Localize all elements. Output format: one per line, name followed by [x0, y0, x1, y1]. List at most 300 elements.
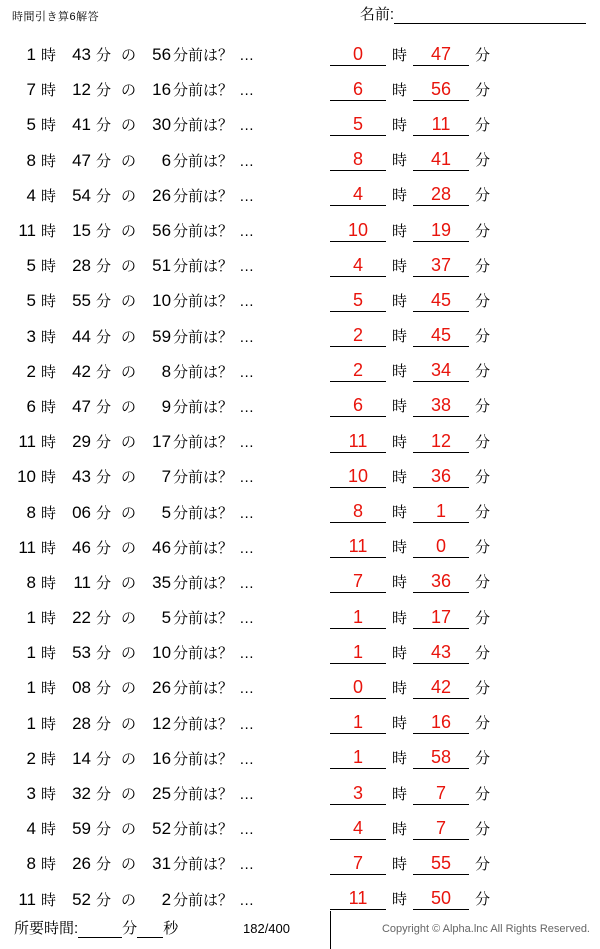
- problem-row: [0, 178, 600, 213]
- problem-row: [0, 389, 600, 424]
- answer-area: [330, 79, 496, 101]
- problem-row: [0, 776, 600, 811]
- answer-hour-field[interactable]: 1: [330, 642, 386, 664]
- answer-hour-field[interactable]: 0: [330, 677, 386, 699]
- problem-subtract-minutes: 30: [152, 115, 172, 135]
- before-label: 分前は？: [173, 363, 234, 381]
- minute-unit-label: 分: [96, 293, 112, 311]
- problem-row: [0, 741, 600, 776]
- minute-unit-label: 分: [96, 434, 112, 452]
- answer-minute-unit: 分: [475, 257, 491, 275]
- problem-statement: [0, 255, 330, 276]
- answer-hour-unit: 時: [392, 539, 408, 557]
- answer-hour-field[interactable]: 1: [330, 747, 386, 769]
- leader-dots: …: [239, 504, 256, 522]
- problem-hour: 5: [26, 115, 36, 135]
- problem-minute: 15: [72, 221, 92, 241]
- answer-hour-field[interactable]: 7: [330, 853, 386, 875]
- before-label: 分前は？: [173, 645, 234, 663]
- problem-minute: 52: [72, 889, 92, 909]
- problem-minute: 46: [72, 537, 92, 557]
- problem-row: [0, 354, 600, 389]
- answer-minute-field[interactable]: 38: [413, 395, 469, 417]
- answer-hour-unit: 時: [392, 328, 408, 346]
- answer-area: [330, 536, 496, 558]
- answer-minute-field[interactable]: 28: [413, 184, 469, 206]
- problem-minute: 54: [72, 185, 92, 205]
- problem-minute: 29: [72, 432, 92, 452]
- problem-subtract-minutes: 8: [161, 361, 172, 381]
- problem-hour: 7: [26, 80, 36, 100]
- before-label: 分前は？: [173, 117, 234, 135]
- answer-hour-field[interactable]: 8: [330, 149, 386, 171]
- problem-statement: [0, 220, 330, 241]
- answer-hour-field[interactable]: 10: [330, 466, 386, 488]
- time-required: [14, 917, 178, 938]
- problem-subtract-minutes: 7: [161, 467, 172, 487]
- answer-minute-unit: 分: [475, 328, 491, 346]
- hour-unit-label: 時: [41, 47, 57, 65]
- before-label: 分前は？: [173, 328, 234, 346]
- no-particle-label: の: [121, 750, 137, 768]
- problem-list: [0, 37, 600, 917]
- problem-minute: 12: [72, 80, 92, 100]
- answer-minute-unit: 分: [475, 363, 491, 381]
- hour-unit-label: 時: [41, 504, 57, 522]
- leader-dots: …: [239, 152, 256, 170]
- problem-row: [0, 811, 600, 846]
- hour-unit-label: 時: [41, 645, 57, 663]
- problem-row: [0, 670, 600, 705]
- leader-dots: …: [239, 645, 256, 663]
- answer-area: [330, 290, 496, 312]
- problem-minute: 28: [72, 713, 92, 733]
- answer-minute-field[interactable]: 55: [413, 853, 469, 875]
- answer-minute-field[interactable]: 36: [413, 571, 469, 593]
- before-label: 分前は？: [173, 821, 234, 839]
- answer-minute-field[interactable]: 17: [413, 607, 469, 629]
- leader-dots: …: [239, 539, 256, 557]
- answer-minute-field[interactable]: 45: [413, 290, 469, 312]
- answer-hour-field[interactable]: 4: [330, 184, 386, 206]
- hour-unit-label: 時: [41, 223, 57, 241]
- answer-area: [330, 642, 496, 664]
- leader-dots: …: [239, 117, 256, 135]
- answer-hour-unit: 時: [392, 46, 408, 64]
- answer-minute-field[interactable]: 7: [413, 818, 469, 840]
- answer-minute-field[interactable]: 16: [413, 712, 469, 734]
- answer-area: [330, 677, 496, 699]
- answer-minute-field[interactable]: 34: [413, 360, 469, 382]
- answer-hour-field[interactable]: 8: [330, 501, 386, 523]
- answer-hour-field[interactable]: 2: [330, 325, 386, 347]
- minute-unit-label: 分: [96, 504, 112, 522]
- answer-area: [330, 571, 496, 593]
- problem-statement: [0, 713, 330, 734]
- minute-unit-label: 分: [96, 469, 112, 487]
- problem-hour: 4: [26, 185, 36, 205]
- before-label: 分前は？: [173, 891, 234, 909]
- problem-subtract-minutes: 10: [152, 291, 172, 311]
- before-label: 分前は？: [173, 434, 234, 452]
- problem-subtract-minutes: 59: [152, 326, 172, 346]
- answer-hour-field[interactable]: 6: [330, 79, 386, 101]
- answer-minute-field[interactable]: 43: [413, 642, 469, 664]
- answer-area: [330, 114, 496, 136]
- hour-unit-label: 時: [41, 152, 57, 170]
- page-title: 時間引き算6解答: [12, 11, 100, 23]
- minute-unit-label: 分: [96, 82, 112, 100]
- name-input-blank[interactable]: [394, 6, 586, 24]
- no-particle-label: の: [121, 715, 137, 733]
- answer-hour-field[interactable]: 11: [330, 536, 386, 558]
- before-label: 分前は？: [173, 258, 234, 276]
- no-particle-label: の: [121, 82, 137, 100]
- answer-area: [330, 149, 496, 171]
- before-label: 分前は？: [173, 610, 234, 628]
- problem-row: [0, 143, 600, 178]
- problem-row: [0, 107, 600, 142]
- problem-row: [0, 37, 600, 72]
- page-header: [0, 0, 600, 32]
- problem-hour: 10: [17, 467, 36, 487]
- answer-minute-field[interactable]: 56: [413, 79, 469, 101]
- answer-minute-unit: 分: [475, 116, 491, 134]
- answer-hour-unit: 時: [392, 504, 408, 522]
- problem-statement: [0, 396, 330, 417]
- problem-row: [0, 530, 600, 565]
- answer-hour-field[interactable]: 6: [330, 395, 386, 417]
- answer-hour-unit: 時: [392, 574, 408, 592]
- time-seconds-blank[interactable]: [137, 921, 163, 938]
- answer-hour-unit: 時: [392, 81, 408, 99]
- answer-hour-unit: 時: [392, 855, 408, 873]
- leader-dots: …: [239, 223, 256, 241]
- answer-minute-field[interactable]: 36: [413, 466, 469, 488]
- hour-unit-label: 時: [41, 821, 57, 839]
- hour-unit-label: 時: [41, 610, 57, 628]
- time-minutes-blank[interactable]: [78, 921, 122, 938]
- problem-minute: 41: [72, 115, 92, 135]
- problem-minute: 11: [73, 572, 92, 592]
- answer-minute-unit: 分: [475, 855, 491, 873]
- problem-minute: 06: [72, 502, 92, 522]
- hour-unit-label: 時: [41, 328, 57, 346]
- problem-row: [0, 319, 600, 354]
- leader-dots: …: [239, 363, 256, 381]
- problem-row: [0, 706, 600, 741]
- problem-subtract-minutes: 52: [152, 819, 172, 839]
- problem-subtract-minutes: 46: [152, 537, 172, 557]
- problem-statement: [0, 607, 330, 628]
- answer-hour-unit: 時: [392, 152, 408, 170]
- problem-minute: 08: [72, 678, 92, 698]
- hour-unit-label: 時: [41, 574, 57, 592]
- leader-dots: …: [239, 856, 256, 874]
- hour-unit-label: 時: [41, 786, 57, 804]
- answer-hour-field[interactable]: 0: [330, 44, 386, 66]
- answer-hour-unit: 時: [392, 292, 408, 310]
- answer-hour-field[interactable]: 11: [330, 888, 386, 910]
- problem-hour: 4: [26, 819, 36, 839]
- minute-unit-label: 分: [96, 610, 112, 628]
- no-particle-label: の: [121, 610, 137, 628]
- problem-hour: 1: [26, 713, 36, 733]
- time-required-label: 所要時間:: [14, 920, 79, 937]
- no-particle-label: の: [121, 117, 137, 135]
- before-label: 分前は？: [173, 187, 234, 205]
- answer-minute-field[interactable]: 1: [413, 501, 469, 523]
- answer-minute-field[interactable]: 47: [413, 44, 469, 66]
- problem-hour: 1: [26, 608, 36, 628]
- answer-hour-field[interactable]: 3: [330, 783, 386, 805]
- hour-unit-label: 時: [41, 856, 57, 874]
- before-label: 分前は？: [173, 223, 234, 241]
- leader-dots: …: [239, 328, 256, 346]
- problem-minute: 14: [72, 748, 92, 768]
- no-particle-label: の: [121, 47, 137, 65]
- problem-statement: [0, 44, 330, 65]
- problem-row: [0, 600, 600, 635]
- problem-hour: 8: [26, 572, 36, 592]
- no-particle-label: の: [121, 398, 137, 416]
- leader-dots: …: [239, 750, 256, 768]
- answer-area: [330, 712, 496, 734]
- problem-hour: 3: [26, 784, 36, 804]
- answer-minute-field[interactable]: 37: [413, 255, 469, 277]
- problem-hour: 5: [26, 256, 36, 276]
- answer-minute-unit: 分: [475, 222, 491, 240]
- problem-hour: 1: [26, 678, 36, 698]
- problem-statement: [0, 537, 330, 558]
- problem-subtract-minutes: 26: [152, 678, 172, 698]
- answer-hour-unit: 時: [392, 187, 408, 205]
- problem-subtract-minutes: 51: [152, 256, 172, 276]
- problem-hour: 2: [26, 748, 36, 768]
- answer-hour-field[interactable]: 5: [330, 114, 386, 136]
- hour-unit-label: 時: [41, 187, 57, 205]
- answer-area: [330, 360, 496, 382]
- minute-unit-label: 分: [96, 539, 112, 557]
- answer-minute-field[interactable]: 41: [413, 149, 469, 171]
- before-label: 分前は？: [173, 152, 234, 170]
- leader-dots: …: [239, 258, 256, 276]
- before-label: 分前は？: [173, 856, 234, 874]
- leader-dots: …: [239, 187, 256, 205]
- answer-minute-unit: 分: [475, 820, 491, 838]
- answer-minute-unit: 分: [475, 539, 491, 557]
- minute-unit-label: 分: [96, 786, 112, 804]
- answer-hour-unit: 時: [392, 609, 408, 627]
- hour-unit-label: 時: [41, 469, 57, 487]
- answer-area: [330, 853, 496, 875]
- answer-minute-unit: 分: [475, 504, 491, 522]
- leader-dots: …: [239, 434, 256, 452]
- hour-unit-label: 時: [41, 715, 57, 733]
- answer-minute-unit: 分: [475, 152, 491, 170]
- name-label: 名前:: [359, 6, 394, 23]
- problem-minute: 22: [72, 608, 92, 628]
- problem-hour: 11: [18, 432, 36, 452]
- problem-hour: 2: [26, 361, 36, 381]
- problem-row: [0, 494, 600, 529]
- minute-unit-label: 分: [96, 750, 112, 768]
- answer-minute-unit: 分: [475, 891, 491, 909]
- answer-hour-field[interactable]: 1: [330, 607, 386, 629]
- page-footer: [0, 909, 600, 949]
- answer-hour-unit: 時: [392, 222, 408, 240]
- problem-statement: [0, 642, 330, 663]
- problem-hour: 3: [26, 326, 36, 346]
- problem-minute: 43: [72, 467, 92, 487]
- problem-statement: [0, 502, 330, 523]
- no-particle-label: の: [121, 786, 137, 804]
- problem-row: [0, 459, 600, 494]
- problem-subtract-minutes: 2: [161, 889, 172, 909]
- minute-unit-label: 分: [96, 47, 112, 65]
- before-label: 分前は？: [173, 715, 234, 733]
- before-label: 分前は？: [173, 574, 234, 592]
- leader-dots: …: [239, 398, 256, 416]
- answer-hour-unit: 時: [392, 750, 408, 768]
- minute-unit-label: 分: [96, 856, 112, 874]
- answer-hour-field[interactable]: 5: [330, 290, 386, 312]
- minute-unit-label: 分: [96, 715, 112, 733]
- problem-statement: [0, 114, 330, 135]
- leader-dots: …: [239, 891, 256, 909]
- problem-statement: [0, 361, 330, 382]
- answer-minute-field[interactable]: 11: [413, 114, 469, 136]
- answer-minute-field[interactable]: 58: [413, 747, 469, 769]
- problem-hour: 11: [18, 537, 36, 557]
- problem-subtract-minutes: 26: [152, 185, 172, 205]
- problem-minute: 55: [72, 291, 92, 311]
- answer-minute-field[interactable]: 50: [413, 888, 469, 910]
- problem-hour: 8: [26, 854, 36, 874]
- problem-statement: [0, 326, 330, 347]
- answer-area: [330, 431, 496, 453]
- answer-minute-field[interactable]: 12: [413, 431, 469, 453]
- problem-row: [0, 283, 600, 318]
- minute-unit-label: 分: [96, 891, 112, 909]
- problem-statement: [0, 150, 330, 171]
- problem-subtract-minutes: 31: [152, 854, 172, 874]
- leader-dots: …: [239, 469, 256, 487]
- answer-hour-unit: 時: [392, 116, 408, 134]
- answer-hour-unit: 時: [392, 715, 408, 733]
- minute-unit-label: 分: [96, 363, 112, 381]
- answer-area: [330, 325, 496, 347]
- leader-dots: …: [239, 82, 256, 100]
- problem-subtract-minutes: 16: [152, 80, 172, 100]
- hour-unit-label: 時: [41, 891, 57, 909]
- no-particle-label: の: [121, 469, 137, 487]
- problem-statement: [0, 431, 330, 452]
- answer-minute-field[interactable]: 45: [413, 325, 469, 347]
- answer-area: [330, 501, 496, 523]
- before-label: 分前は？: [173, 47, 234, 65]
- problem-hour: 8: [26, 502, 36, 522]
- answer-minute-field[interactable]: 0: [413, 536, 469, 558]
- answer-area: [330, 888, 496, 910]
- answer-hour-unit: 時: [392, 433, 408, 451]
- minute-unit-label: 分: [96, 223, 112, 241]
- problem-minute: 47: [72, 150, 92, 170]
- no-particle-label: の: [121, 328, 137, 346]
- no-particle-label: の: [121, 680, 137, 698]
- hour-unit-label: 時: [41, 117, 57, 135]
- answer-minute-field[interactable]: 7: [413, 783, 469, 805]
- problem-hour: 1: [26, 643, 36, 663]
- before-label: 分前は？: [173, 750, 234, 768]
- answer-minute-field[interactable]: 42: [413, 677, 469, 699]
- no-particle-label: の: [121, 293, 137, 311]
- answer-hour-field[interactable]: 2: [330, 360, 386, 382]
- answer-hour-field[interactable]: 4: [330, 818, 386, 840]
- page-number: 182/400: [243, 921, 290, 936]
- answer-minute-unit: 分: [475, 750, 491, 768]
- problem-statement: [0, 677, 330, 698]
- hour-unit-label: 時: [41, 539, 57, 557]
- problem-minute: 47: [72, 396, 92, 416]
- before-label: 分前は？: [173, 469, 234, 487]
- answer-minute-unit: 分: [475, 715, 491, 733]
- answer-minute-unit: 分: [475, 398, 491, 416]
- answer-hour-unit: 時: [392, 644, 408, 662]
- no-particle-label: の: [121, 645, 137, 663]
- problem-subtract-minutes: 16: [152, 748, 172, 768]
- problem-subtract-minutes: 25: [152, 784, 172, 804]
- answer-area: [330, 395, 496, 417]
- answer-hour-field[interactable]: 1: [330, 712, 386, 734]
- answer-minute-unit: 分: [475, 679, 491, 697]
- problem-minute: 32: [72, 784, 92, 804]
- time-second-label: 秒: [163, 920, 179, 937]
- answer-hour-unit: 時: [392, 468, 408, 486]
- answer-minute-field[interactable]: 19: [413, 220, 469, 242]
- minute-unit-label: 分: [96, 680, 112, 698]
- name-field-area: [360, 6, 586, 24]
- problem-statement: [0, 783, 330, 804]
- answer-minute-unit: 分: [475, 292, 491, 310]
- answer-minute-unit: 分: [475, 46, 491, 64]
- problem-minute: 42: [72, 361, 92, 381]
- answer-hour-unit: 時: [392, 891, 408, 909]
- minute-unit-label: 分: [96, 117, 112, 135]
- problem-statement: [0, 572, 330, 593]
- before-label: 分前は？: [173, 786, 234, 804]
- answer-hour-field[interactable]: 10: [330, 220, 386, 242]
- answer-minute-unit: 分: [475, 574, 491, 592]
- answer-area: [330, 184, 496, 206]
- minute-unit-label: 分: [96, 258, 112, 276]
- problem-subtract-minutes: 17: [152, 432, 172, 452]
- answer-hour-field[interactable]: 4: [330, 255, 386, 277]
- answer-hour-field[interactable]: 11: [330, 431, 386, 453]
- problem-minute: 44: [72, 326, 92, 346]
- problem-row: [0, 248, 600, 283]
- problem-statement: [0, 853, 330, 874]
- problem-statement: [0, 818, 330, 839]
- minute-unit-label: 分: [96, 152, 112, 170]
- problem-minute: 28: [72, 256, 92, 276]
- problem-hour: 6: [26, 396, 36, 416]
- problem-row: [0, 635, 600, 670]
- answer-hour-unit: 時: [392, 363, 408, 381]
- minute-unit-label: 分: [96, 821, 112, 839]
- answer-hour-field[interactable]: 7: [330, 571, 386, 593]
- answer-area: [330, 607, 496, 629]
